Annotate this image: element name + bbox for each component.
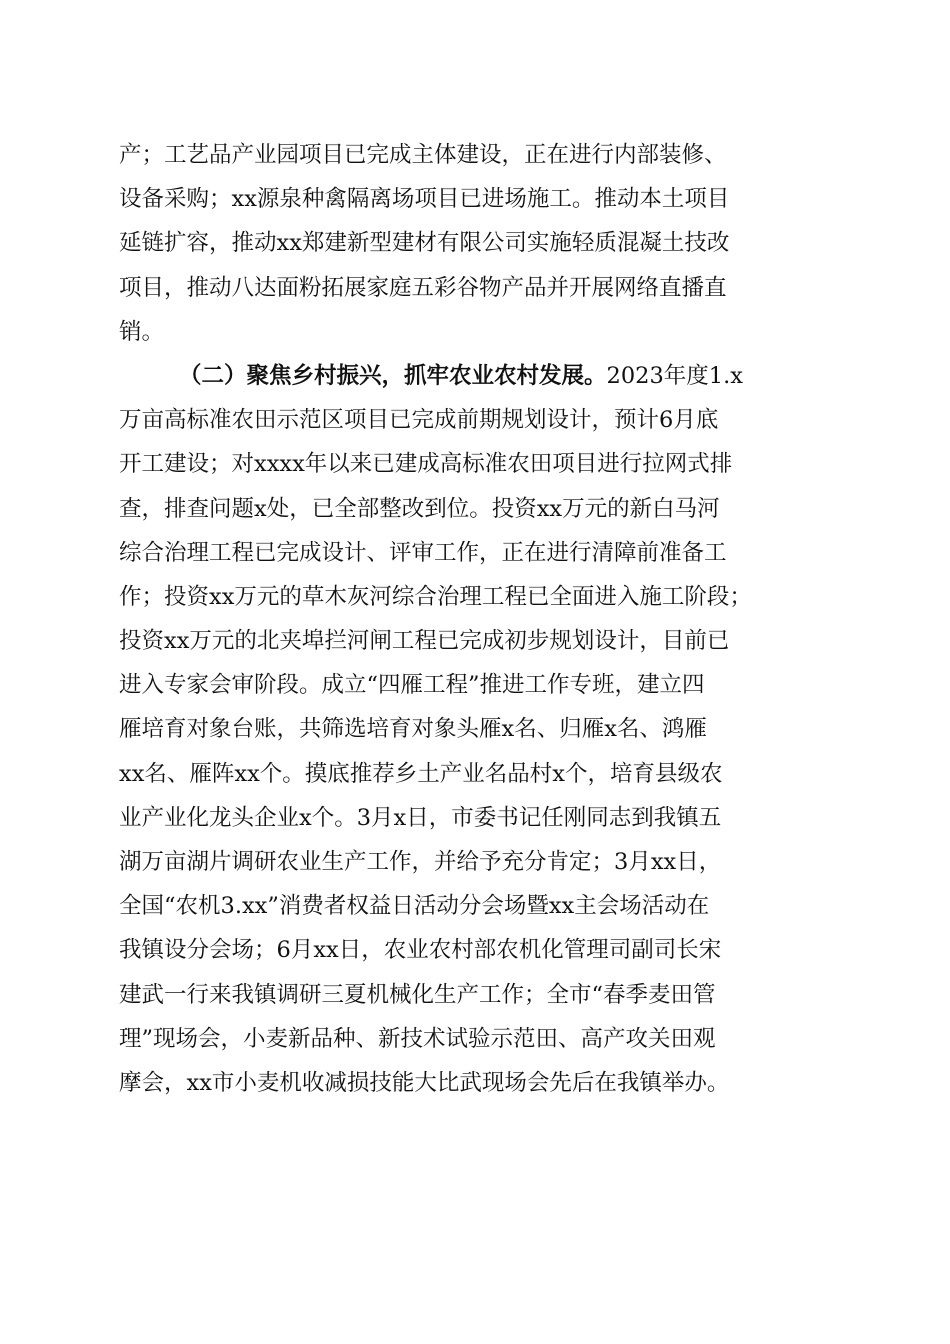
text-line: 进入专家会审阶段。成立“四雁工程”推进工作专班，建立四 [119, 672, 705, 699]
text-line: 业产业化龙头企业x个。3月x日，市委书记任刚同志到我镇五 [119, 804, 722, 831]
text-line: 作；投资xx万元的草木灰河综合治理工程已全面进入施工阶段； [119, 583, 752, 610]
text-span: 2023年度1.x [606, 362, 743, 389]
paragraph-2-first-line [119, 354, 831, 398]
text-line: 销。 [119, 318, 165, 345]
text-line: 摩会，xx市小麦机收减损技能大比武现场会先后在我镇举办。 [119, 1069, 730, 1096]
text-line: 雁培育对象台账，共筛选培育对象头雁x名、归雁x名、鸿雁 [119, 716, 707, 743]
text-line: 综合治理工程已完成设计、评审工作，正在进行清障前准备工 [119, 539, 727, 566]
section-heading: （二）聚焦乡村振兴，抓牢农业农村发展。 [179, 362, 607, 389]
text-line: 湖万亩湖片调研农业生产工作，并给予充分肯定；3月xx日， [119, 849, 722, 875]
text-line: xx名、雁阵xx个。摸底推荐乡土产业名品村x个，培育县级农 [119, 760, 723, 787]
text-line: 万亩高标准农田示范区项目已完成前期规划设计，预计6月底 [119, 407, 719, 434]
text-line: 我镇设分会场；6月xx日，农业农村部农机化管理司副司长宋 [119, 937, 722, 964]
text-line: 延链扩容，推动xx郑建新型建材有限公司实施轻质混凝土技改 [119, 230, 730, 257]
text-line: 设备采购；xx源泉种禽隔离场项目已进场施工。推动本土项目 [119, 186, 730, 213]
text-line: 产；工艺品产业园项目已完成主体建设，正在进行内部装修、 [119, 142, 727, 168]
text-line: 投资xx万元的北夹埠拦河闸工程已完成初步规划设计，目前已 [119, 628, 730, 655]
text-line: 项目，推动八达面粉拓展家庭五彩谷物产品并开展网络直播直 [119, 274, 727, 301]
text-line: 建武一行来我镇调研三夏机械化生产工作；全市“春季麦田管 [119, 981, 716, 1008]
text-line: 全国“农机3.xx”消费者权益日活动分会场暨xx主会场活动在 [119, 893, 710, 920]
paragraph-2 [119, 354, 831, 1105]
text-line: 理”现场会，小麦新品种、新技术试验示范田、高产攻关田观 [119, 1025, 716, 1052]
text-line: 查，排查问题x处，已全部整改到位。投资xx万元的新白马河 [119, 495, 720, 522]
paragraph-1 [119, 133, 831, 354]
document-body [119, 133, 831, 1105]
text-line: 开工建设；对xxxx年以来已建成高标准农田项目进行拉网式排 [119, 451, 733, 478]
